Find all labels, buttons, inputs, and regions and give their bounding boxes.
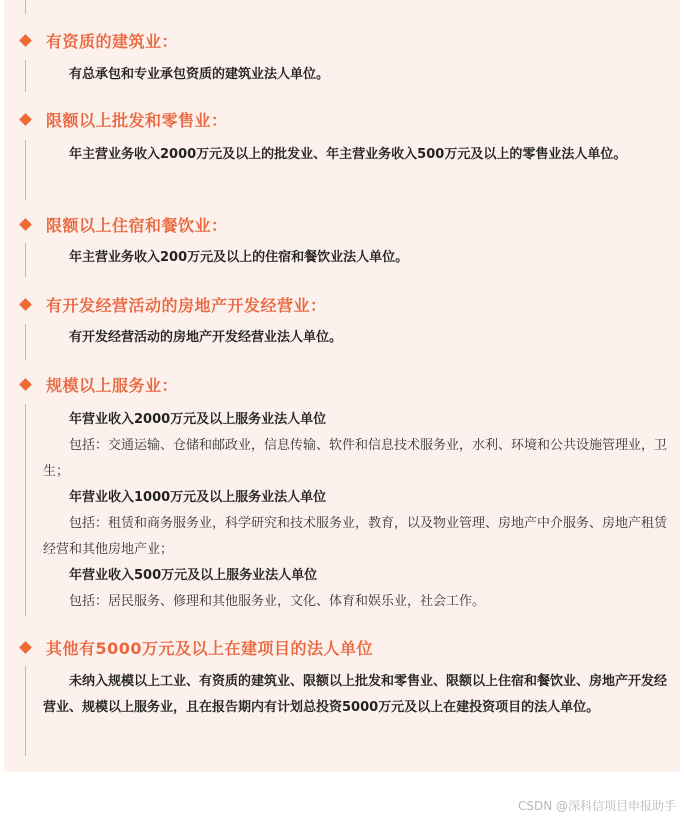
section-title-row bbox=[19, 107, 228, 131]
section-body-text: 有开发经营活动的房地产开发经营业法人单位。 bbox=[69, 330, 343, 345]
section-title: 其他有5000万元及以上在建项目的法人单位 bbox=[46, 638, 374, 658]
section-body bbox=[43, 142, 669, 168]
section-real-estate bbox=[4, 292, 680, 362]
section-rule bbox=[25, 324, 26, 360]
section-title-row bbox=[19, 292, 327, 316]
tier-detail: 包括：租赁和商务服务业，科学研究和技术服务业，教育，以及物业管理、房地产中介服务、房地产租赁经营和其他房地产业； bbox=[43, 516, 668, 557]
section-title: 规模以上服务业： bbox=[46, 375, 179, 395]
diamond-bullet-icon bbox=[19, 218, 32, 231]
section-rule bbox=[25, 140, 26, 200]
section-body-text: 年主营业务收入200万元及以上的住宿和餐饮业法人单位。 bbox=[69, 250, 409, 265]
tier-heading: 年营业收入2000万元及以上服务业法人单位 bbox=[69, 412, 327, 427]
section-body-text: 年主营业务收入2000万元及以上的批发业、年主营业务收入500万元及以上的零售业法人单位。 bbox=[69, 147, 627, 162]
tier-detail: 包括：居民服务、修理和其他服务业，文化、体育和娱乐业，社会工作。 bbox=[69, 594, 486, 609]
diamond-bullet-icon bbox=[19, 378, 32, 391]
section-title: 限额以上住宿和餐饮业： bbox=[46, 215, 228, 235]
content-panel bbox=[4, 0, 680, 772]
section-title: 有资质的建筑业： bbox=[46, 31, 179, 51]
section-body-text: 未纳入规模以上工业、有资质的建筑业、限额以上批发和零售业、限额以上住宿和餐饮业、房地产开发经营业、规模以上服务业，且在报告期内有计划总投资5000万元及以上在建投资项目的法人单位。 bbox=[43, 674, 668, 715]
section-body-text: 有总承包和专业承包资质的建筑业法人单位。 bbox=[69, 67, 330, 82]
section-accommodation-catering bbox=[4, 212, 680, 282]
section-rule bbox=[25, 243, 26, 277]
section-body bbox=[43, 669, 669, 721]
section-services bbox=[4, 372, 680, 618]
section-title-row bbox=[19, 372, 178, 396]
section-wholesale-retail bbox=[4, 107, 680, 203]
section-title-row bbox=[19, 28, 178, 52]
diamond-bullet-icon bbox=[19, 34, 32, 47]
section-title: 限额以上批发和零售业： bbox=[46, 110, 228, 130]
section-title-row bbox=[19, 212, 228, 236]
section-rule bbox=[25, 404, 26, 616]
section-rule bbox=[25, 0, 26, 14]
diamond-bullet-icon bbox=[19, 113, 32, 126]
diamond-bullet-icon bbox=[19, 641, 32, 654]
section-rule bbox=[25, 60, 26, 92]
tier-heading: 年营业收入500万元及以上服务业法人单位 bbox=[69, 568, 318, 583]
tier-detail: 包括：交通运输、仓储和邮政业，信息传输、软件和信息技术服务业，水利、环境和公共设施管理业，卫生； bbox=[43, 438, 668, 479]
section-body bbox=[43, 245, 669, 271]
section-body bbox=[43, 62, 669, 88]
diamond-bullet-icon bbox=[19, 298, 32, 311]
section-title-row bbox=[19, 635, 373, 659]
services-tiers bbox=[43, 407, 669, 615]
csdn-watermark: CSDN @深科信项目申报助手 bbox=[517, 799, 676, 813]
section-rule bbox=[25, 666, 26, 756]
section-other-projects bbox=[4, 635, 680, 765]
section-construction bbox=[4, 28, 680, 98]
section-body bbox=[43, 325, 669, 351]
section-title: 有开发经营活动的房地产开发经营业： bbox=[46, 295, 327, 315]
tier-heading: 年营业收入1000万元及以上服务业法人单位 bbox=[69, 490, 327, 505]
